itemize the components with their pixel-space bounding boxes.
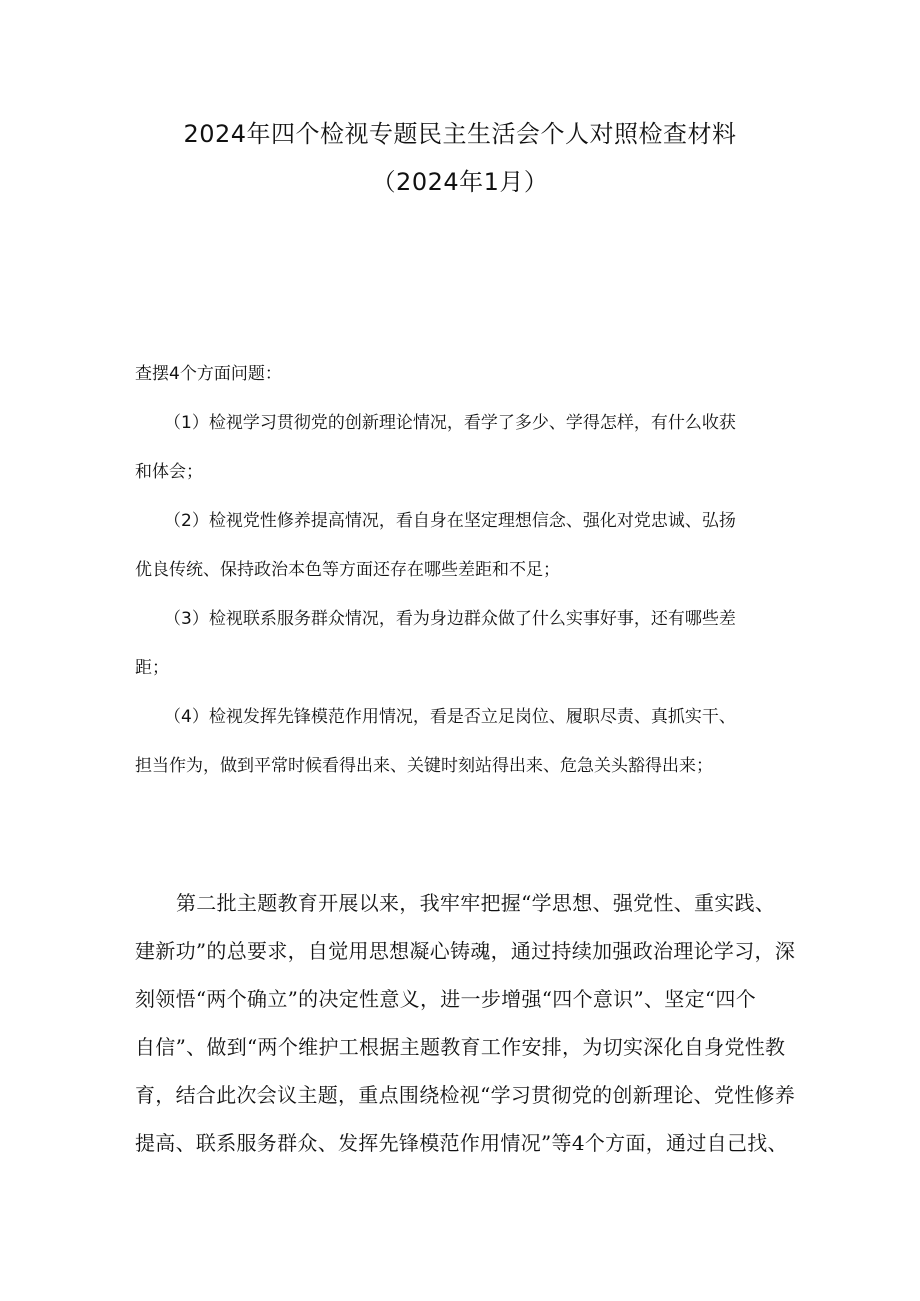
- intro-item-4-line-1: （4）检视发挥先锋模范作用情况，看是否立足岗位、履职尽责、真抓实干、: [164, 707, 736, 727]
- intro-item-3-line-2: 距；: [135, 658, 169, 678]
- body-line-1: 第二批主题教育开展以来，我牢牢把握“学思想、强党性、重实践、: [176, 891, 776, 915]
- body-line-5: 育，结合此次会议主题，重点围绕检视“学习贯彻党的创新理论、党性修养: [135, 1083, 796, 1107]
- body-line-4: 自信”、做到“两个维护工根据主题教育工作安排，为切实深化自身党性教: [135, 1035, 786, 1059]
- document-title: 2024年四个检视专题民主生活会个人对照检查材料: [183, 120, 737, 148]
- intro-item-2-line-1: （2）检视党性修养提高情况，看自身在坚定理想信念、强化对党忠诚、弘扬: [164, 511, 736, 531]
- intro-item-2-line-2: 优良传统、保持政治本色等方面还存在哪些差距和不足；: [135, 560, 560, 580]
- document-date: （2024年1月）: [371, 168, 549, 196]
- intro-item-4-line-2: 担当作为，做到平常时候看得出来、关键时刻站得出来、危急关头豁得出来；: [135, 756, 713, 776]
- body-line-2: 建新功”的总要求，自觉用思想凝心铸魂，通过持续加强政治理论学习，深: [135, 939, 796, 963]
- intro-item-1-line-1: （1）检视学习贯彻党的创新理论情况，看学了多少、学得怎样，有什么收获: [164, 413, 736, 433]
- intro-item-3-line-1: （3）检视联系服务群众情况，看为身边群众做了什么实事好事，还有哪些差: [164, 609, 736, 629]
- body-line-3: 刻领悟“两个确立”的决定性意义，进一步增强“四个意识”、坚定“四个: [135, 987, 757, 1011]
- body-line-6: 提高、联系服务群众、发挥先锋模范作用情况”等4个方面，通过自己找、: [135, 1131, 788, 1155]
- intro-item-1-line-2: 和体会；: [135, 462, 203, 482]
- intro-heading: 查摆4个方面问题：: [135, 364, 282, 384]
